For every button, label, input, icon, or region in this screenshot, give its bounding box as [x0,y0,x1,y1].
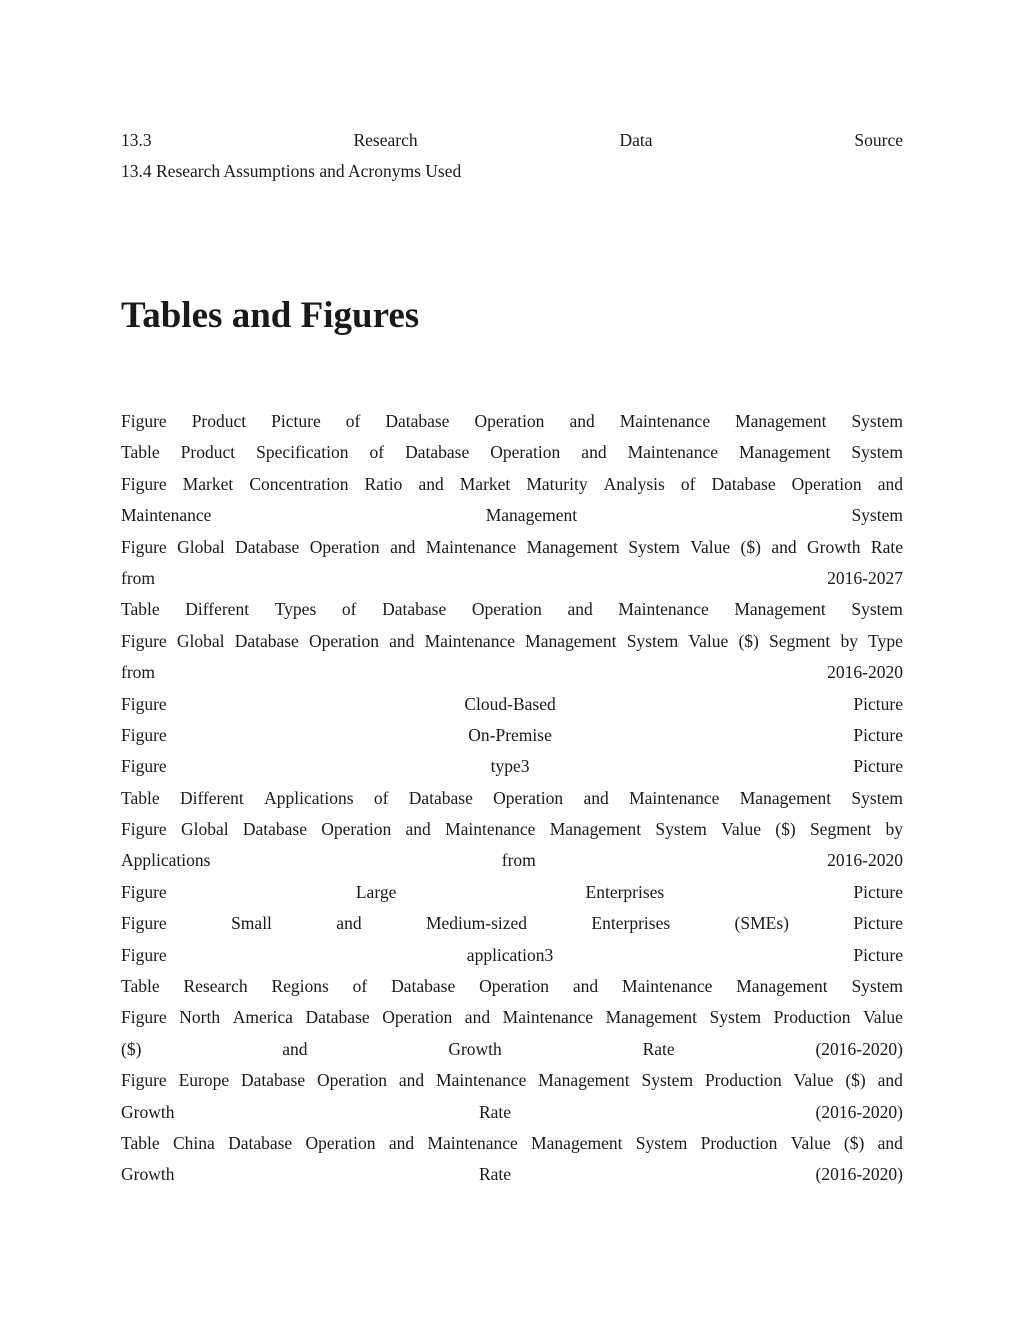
line-word: System [851,976,903,997]
list-entry-line [121,1002,903,1033]
line-word: and [388,1132,415,1153]
line-word: Database [711,473,776,494]
list-entry-line [121,751,903,782]
line-word: and [877,1070,903,1091]
line-word: Maintenance [425,536,517,557]
line-word: System [851,599,903,620]
line-word: Global [176,630,225,651]
line-word: System [851,505,903,526]
line-word: Different [179,787,244,808]
line-word: Operation [321,819,392,840]
list-entry-line [121,626,903,657]
line-word: Management [485,505,578,526]
line-word: Figure [121,536,167,557]
list-entry-line [121,940,903,971]
line-word: Maintenance [445,819,536,840]
line-word: Management [531,1132,623,1153]
line-word: Product [180,442,236,463]
line-word: 13.4 Research Assumptions and Acronyms Used [121,161,462,182]
line-word: Database [234,630,299,651]
line-word: Table [121,787,160,808]
list-entry-line [121,1159,903,1190]
line-word: Figure [121,411,167,431]
list-entry-line [121,594,903,625]
line-word: Maturity [526,473,588,494]
line-word: application3 [466,944,554,965]
line-word: Medium-sized [425,913,528,934]
line-word: Management [605,1007,697,1028]
list-entry-line [121,814,903,845]
line-word: Management [525,630,617,651]
line-word: Management [739,787,832,808]
line-word: Type [868,630,903,651]
line-word: Management [538,1070,630,1091]
line-word: ($) [121,1038,142,1059]
line-word: from [121,662,156,683]
line-word: 2016-2020 [827,850,903,871]
line-word: and [572,976,599,997]
line-word: Production [773,1007,851,1028]
line-word: and [282,1038,308,1059]
line-word: and [581,442,607,463]
line-word: Global [180,819,229,840]
line-word: Analysis [603,473,665,494]
line-word: 2016-2027 [827,567,903,588]
line-word: Operation [317,1070,387,1091]
line-word: Database [241,1070,306,1091]
line-word: (SMEs) [734,913,789,934]
toc-entry-line [121,156,903,187]
line-word: Operation [471,599,542,620]
line-word: Database [391,976,456,997]
line-word: Table [121,976,160,997]
line-word: and [390,536,416,557]
line-word: Maintenance [618,599,709,620]
line-word: Database [385,411,450,431]
line-word: Figure [121,693,167,714]
line-word: Database [305,1007,370,1028]
line-word: from [501,850,536,871]
line-word: Figure [121,724,167,745]
line-word: Segment [769,630,831,651]
line-word: Value [690,536,731,557]
line-word: Figure [121,913,167,934]
line-word: Management [734,599,826,620]
line-word: Database [405,442,470,463]
line-word: Different [185,599,250,620]
line-word: (2016-2020) [815,1038,903,1059]
line-word: Maintenance [502,1007,594,1028]
line-word: Figure [121,819,167,840]
list-entry-line [121,845,903,876]
line-word: Value [863,1007,903,1028]
list-entry-line [121,437,903,468]
line-word: Operation [791,473,862,494]
line-word: Data [619,130,653,150]
line-word: and [583,787,609,808]
line-word: Picture [853,913,903,934]
line-word: Operation [490,442,561,463]
line-word: Operation [305,1132,376,1153]
line-word: ($) [740,536,761,557]
line-word: Applications [264,787,354,808]
line-word: System [709,1007,762,1028]
line-word: Growth [448,1038,502,1059]
line-word: Value [790,1132,831,1153]
tables-and-figures-list [121,406,903,1191]
toc-entry-line [121,125,903,156]
line-word: and [877,1132,903,1153]
line-word: System [851,411,903,431]
line-word: Rate [478,1101,512,1122]
list-entry-line [121,657,903,688]
line-word: Ratio [364,473,403,494]
line-word: China [172,1132,215,1153]
list-entry-line [121,532,903,563]
line-word: System [851,442,903,463]
line-word: and [418,473,444,494]
line-word: Production [700,1132,778,1153]
list-entry-line [121,1128,903,1159]
line-word: Cloud-Based [464,693,556,714]
line-word: Europe [178,1070,230,1091]
list-entry-line [121,469,903,500]
list-entry-line [121,406,903,437]
line-word: Value [721,819,762,840]
line-word: Maintenance [121,505,212,526]
line-word: Figure [121,944,167,965]
line-word: Picture [271,411,321,431]
line-word: ($) [775,819,796,840]
line-word: Figure [121,473,167,494]
line-word: Management [549,819,642,840]
line-word: by [885,819,903,840]
line-word: America [232,1007,293,1028]
line-word: Enterprises [585,881,665,902]
line-word: Maintenance [629,787,720,808]
list-entry-line [121,689,903,720]
line-word: of [345,411,361,431]
line-word: Applications [121,850,211,871]
line-word: System [635,1132,688,1153]
line-word: Figure [121,756,167,777]
line-word: of [352,976,368,997]
line-word: Growth [807,536,861,557]
line-word: Operation [474,411,545,431]
line-word: Product [191,411,247,431]
line-word: Picture [853,881,903,902]
line-word: Segment [809,819,872,840]
line-word: Picture [853,693,903,714]
line-word: and [877,473,903,494]
line-word: Figure [121,1070,167,1091]
line-word: Rate [642,1038,675,1059]
line-word: Management [736,976,828,997]
line-word: type3 [490,756,530,777]
line-word: Growth [121,1164,175,1185]
line-word: Operation [493,787,564,808]
list-entry-line [121,1065,903,1096]
section-list-top [121,125,903,188]
line-word: Database [408,787,473,808]
line-word: (2016-2020) [815,1101,903,1122]
line-word: Small [231,913,272,934]
line-word: Database [228,1132,293,1153]
line-word: by [840,630,858,651]
line-word: Maintenance [622,976,713,997]
line-word: Types [274,599,317,620]
line-word: System [626,630,679,651]
line-word: and [336,913,362,934]
line-word: Management [526,536,618,557]
line-word: Research [353,130,418,150]
line-word: Picture [853,756,903,777]
list-entry-line [121,971,903,1002]
line-word: from [121,567,156,588]
line-word: Rate [478,1164,512,1185]
line-word: System [851,787,903,808]
line-word: Management [735,411,827,431]
line-word: Operation [309,630,379,651]
line-word: of [680,473,696,494]
line-word: System [628,536,680,557]
line-word: Maintenance [627,442,718,463]
line-word: Value [793,1070,834,1091]
line-word: Operation [479,976,550,997]
line-word: Maintenance [427,1132,518,1153]
line-word: ($) [843,1132,865,1153]
line-word: Large [355,881,397,902]
list-entry-line [121,563,903,594]
line-word: Table [121,442,160,463]
line-word: Database [242,819,308,840]
list-entry-line [121,877,903,908]
line-word: Production [704,1070,782,1091]
line-word: of [373,787,389,808]
line-word: Enterprises [591,913,671,934]
line-word: Table [121,599,160,620]
line-word: ($) [845,1070,866,1091]
line-word: Database [382,599,447,620]
line-word: Specification [256,442,349,463]
section-heading: Tables and Figures [121,295,420,336]
line-word: 13.3 [121,130,152,150]
line-word: and [398,1070,425,1091]
line-word: Growth [121,1101,175,1122]
line-word: 2016-2020 [827,662,903,683]
line-word: Research [183,976,248,997]
line-word: ($) [738,630,759,651]
line-word: Maintenance [436,1070,527,1091]
line-word: System [641,1070,694,1091]
list-entry-line [121,908,903,939]
line-word: and [569,411,595,431]
line-word: On-Premise [468,724,552,745]
line-word: (2016-2020) [815,1164,903,1185]
line-word: of [369,442,385,463]
line-word: Maintenance [424,630,515,651]
line-word: Management [739,442,831,463]
line-word: Operation [309,536,380,557]
line-word: System [655,819,707,840]
line-word: of [341,599,357,620]
line-word: and [464,1007,491,1028]
line-word: and [405,819,431,840]
line-word: Source [854,130,903,150]
line-word: Maintenance [619,411,711,431]
line-word: Database [235,536,300,557]
line-word: Concentration [249,473,349,494]
line-word: and [567,599,593,620]
line-word: Market [182,473,234,494]
list-entry-line [121,783,903,814]
line-word: Figure [121,630,167,651]
line-word: Global [177,536,225,557]
line-word: Table [121,1132,160,1153]
list-entry-line [121,720,903,751]
line-word: Value [688,630,729,651]
list-entry-line [121,500,903,531]
line-word: Figure [121,1007,167,1028]
line-word: Operation [382,1007,453,1028]
list-entry-line [121,1097,903,1128]
line-word: North [179,1007,221,1028]
list-entry-line [121,1034,903,1065]
line-word: Picture [853,724,903,745]
line-word: and [389,630,415,651]
line-word: Market [459,473,511,494]
line-word: and [771,536,797,557]
line-word: Picture [853,944,903,965]
line-word: Rate [870,536,903,557]
line-word: Regions [271,976,329,997]
line-word: Figure [121,881,167,902]
